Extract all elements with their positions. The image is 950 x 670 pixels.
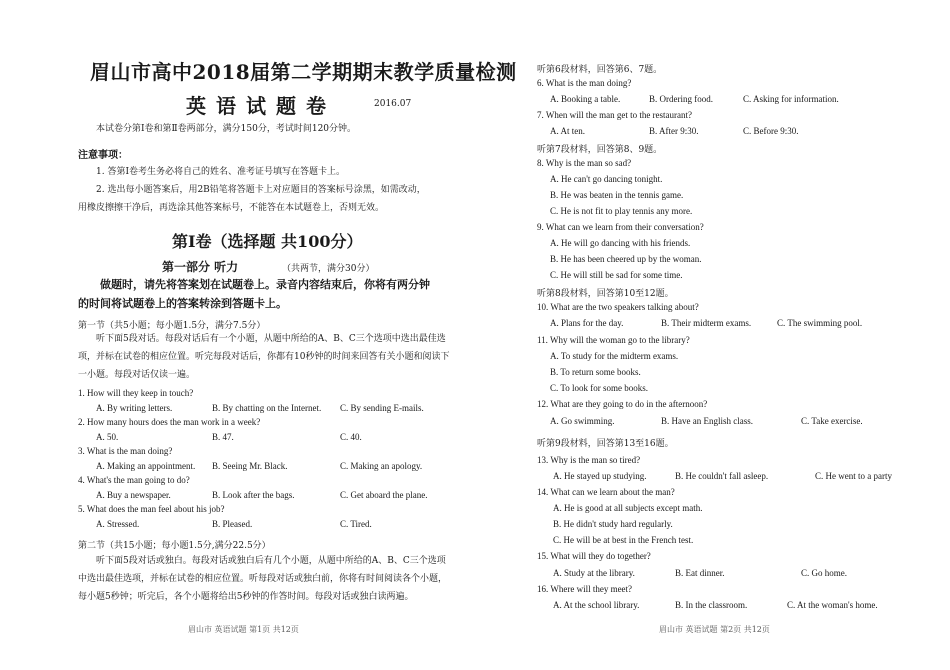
option-4a: A. Buy a newspaper. (96, 490, 171, 500)
option-9a: A. He will go dancing with his friends. (550, 238, 691, 248)
option-6b: B. Ordering food. (649, 94, 713, 104)
option-10b: B. Their midterm exams. (661, 318, 752, 328)
sec2-instructions: 听下面5段对话或独白。每段对话或独白后有几个小题，从题中所给的A、B、C三个选项中选出最佳选项，并标在试卷的相应位置。听每段对话或独白前，你将有时间阅读各个小题，每小题5秒钟；听完后，各个小题将给出5秒钟的作答时间。每段对话或独白读两遍。 (78, 556, 448, 602)
question-10: 10. What are the two speakers talking about? (537, 302, 699, 312)
option-5a: A. Stressed. (96, 519, 140, 529)
sec1-title: 第一节（共5小题；每小题1.5分，满分7.5分） (78, 321, 266, 331)
exam-intro: 本试卷分第Ⅰ卷和第Ⅱ卷两部分，满分150分，考试时间120分钟。 (96, 124, 357, 134)
option-15c: C. Go home. (801, 568, 847, 578)
option-14a: A. He is good at all subjects except math. (553, 503, 703, 513)
option-12b: B. Have an English class. (661, 416, 753, 426)
option-11b: B. To return some books. (550, 367, 641, 377)
question-14: 14. What can we learn about the man? (537, 487, 675, 497)
page-footer-right: 眉山市 英语试题 第2页 共12页 (659, 625, 770, 634)
option-1c: C. By sending E-mails. (340, 403, 424, 413)
section-title: 第Ⅰ卷（选择题 共100分） (172, 232, 363, 251)
option-12c: C. Take exercise. (801, 416, 863, 426)
option-3a: A. Making an appointment. (96, 461, 196, 471)
option-2c: C. 40. (340, 432, 362, 442)
question-7: 7. When will the man get to the restaurant? (537, 110, 693, 120)
notice-item-2b: 用橡皮擦擦干净后，再选涂其他答案标号，不能答在本试题卷上，否则无效。 (78, 203, 385, 213)
option-3c: C. Making an apology. (340, 461, 423, 471)
material-8-heading: 听第8段材料，回答第10至12题。 (537, 289, 674, 299)
question-5: 5. What does the man feel about his job? (78, 504, 225, 514)
question-12: 12. What are they going to do in the afternoon? (537, 399, 708, 409)
notice-title: 注意事项： (78, 150, 128, 161)
option-8a: A. He can't go dancing tonight. (550, 174, 663, 184)
option-16c: C. At the woman's home. (787, 600, 878, 610)
sec1-instructions: 听下面5段对话。每段对话后有一个小题，从题中所给的A、B、C三个选项中选出最佳选项，并标在试卷的相应位置。听完每段对话后，你都有10秒钟的时间来回答有关小题和阅读下一小题。每段对话仅读一遍。 (78, 334, 450, 380)
question-13: 13. Why is the man so tired? (537, 455, 641, 465)
exam-date: 2016.07 (374, 99, 412, 109)
option-1a: A. By writing letters. (96, 403, 173, 413)
option-7a: A. At ten. (550, 126, 585, 136)
option-14b: B. He didn't study hard regularly. (553, 519, 673, 529)
option-12a: A. Go swimming. (550, 416, 615, 426)
option-13c: C. He went to a party (815, 471, 892, 481)
option-9b: B. He has been cheered up by the woman. (550, 254, 702, 264)
material-6-heading: 听第6段材料，回答第6、7题。 (537, 65, 663, 75)
page-footer-left: 眉山市 英语试题 第1页 共12页 (188, 625, 299, 634)
part1-instructions: 做题时，请先将答案划在试题卷上。录音内容结束后，你将有两分钟的时间将试题卷上的答案转涂到答题卡上。 (78, 278, 430, 310)
sec2-title: 第二节（共15小题；每小题1.5分,满分22.5分） (78, 541, 271, 551)
option-4b: B. Look after the bags. (212, 490, 295, 500)
option-10c: C. The swimming pool. (777, 318, 863, 328)
option-3b: B. Seeing Mr. Black. (212, 461, 288, 471)
question-8: 8. Why is the man so sad? (537, 158, 632, 168)
part1-subtitle: （共两节，满分30分） (282, 264, 375, 274)
option-15b: B. Eat dinner. (675, 568, 725, 578)
option-10a: A. Plans for the day. (550, 318, 624, 328)
option-2a: A. 50. (96, 432, 119, 442)
option-13a: A. He stayed up studying. (553, 471, 647, 481)
option-8c: C. He is not fit to play tennis any more. (550, 206, 693, 216)
question-6: 6. What is the man doing? (537, 78, 632, 88)
option-5c: C. Tired. (340, 519, 372, 529)
question-16: 16. Where will they meet? (537, 584, 633, 594)
question-2: 2. How many hours does the man work in a week? (78, 417, 261, 427)
option-14c: C. He will be at best in the French test. (553, 535, 694, 545)
question-11: 11. Why will the woman go to the library? (537, 335, 690, 345)
material-9-heading: 听第9段材料，回答第13至16题。 (537, 439, 674, 449)
option-6c: C. Asking for information. (743, 94, 839, 104)
material-7-heading: 听第7段材料，回答第8、9题。 (537, 145, 663, 155)
notice-item-1: 1. 答第Ⅰ卷考生务必将自己的姓名、准考证号填写在答题卡上。 (96, 167, 346, 177)
option-11a: A. To study for the midterm exams. (550, 351, 679, 361)
question-15: 15. What will they do together? (537, 551, 651, 561)
option-8b: B. He was beaten in the tennis game. (550, 190, 684, 200)
option-16a: A. At the school library. (553, 600, 640, 610)
question-9: 9. What can we learn from their conversation? (537, 222, 704, 232)
notice-item-2a: 2. 选出每小题答案后，用2B铅笔将答题卡上对应题目的答案标号涂黑，如需改动， (96, 185, 426, 195)
part1-title: 第一部分 听力 (162, 260, 239, 274)
option-11c: C. To look for some books. (550, 383, 648, 393)
exam-title: 眉山市高中2018届第二学期期末教学质量检测 (90, 60, 517, 84)
exam-subtitle: 英语试题卷 (186, 94, 336, 118)
option-7b: B. After 9:30. (649, 126, 699, 136)
option-7c: C. Before 9:30. (743, 126, 799, 136)
option-16b: B. In the classroom. (675, 600, 748, 610)
option-9c: C. He will still be sad for some time. (550, 270, 683, 280)
option-13b: B. He couldn't fall asleep. (675, 471, 769, 481)
question-1: 1. How will they keep in touch? (78, 388, 194, 398)
option-1b: B. By chatting on the Internet. (212, 403, 322, 413)
option-6a: A. Booking a table. (550, 94, 621, 104)
question-4: 4. What's the man going to do? (78, 475, 190, 485)
option-5b: B. Pleased. (212, 519, 253, 529)
option-2b: B. 47. (212, 432, 234, 442)
option-15a: A. Study at the library. (553, 568, 635, 578)
option-4c: C. Get aboard the plane. (340, 490, 428, 500)
question-3: 3. What is the man doing? (78, 446, 173, 456)
